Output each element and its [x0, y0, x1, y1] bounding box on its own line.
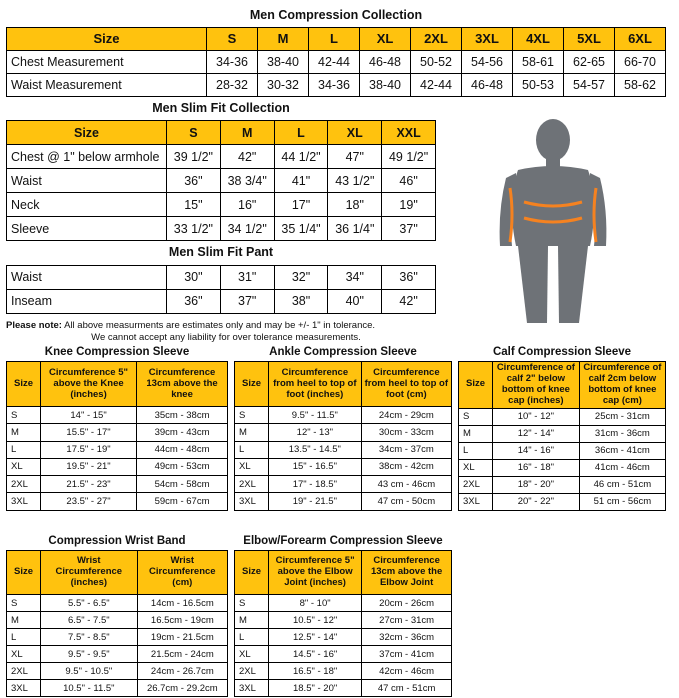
cell: 9.5" - 10.5" — [41, 663, 138, 680]
cell: 16" — [220, 193, 274, 217]
row-label-2xl: 2XL — [7, 663, 41, 680]
cell: 13.5" - 14.5" — [269, 441, 362, 458]
cell: 30" — [167, 265, 221, 289]
table-row — [235, 646, 452, 663]
cell: 19.5" - 21" — [41, 458, 137, 475]
cell: 14" - 15" — [41, 407, 137, 424]
table-row — [459, 425, 666, 442]
row-label-sleeve: Sleeve — [7, 217, 167, 241]
figure-head — [536, 119, 570, 161]
row-label-xl: XL — [7, 646, 41, 663]
col-header-4xl: 4XL — [513, 27, 564, 50]
row-label-m: M — [235, 612, 269, 629]
table-title-row — [7, 4, 666, 27]
cell: 30-32 — [258, 73, 309, 96]
cell: 10.5" - 11.5" — [41, 680, 138, 697]
table-header-row — [235, 362, 452, 407]
figure-right-leg — [558, 246, 588, 323]
cell: 46-48 — [462, 73, 513, 96]
table-row — [235, 680, 452, 697]
cell: 46-48 — [360, 50, 411, 73]
row-label-l: L — [235, 629, 269, 646]
col-header-inches: Circumference of calf 2" below bottom of knee cap (inches) — [493, 362, 580, 409]
row-label-3xl: 3XL — [7, 680, 41, 697]
cell: 43 1/2" — [328, 169, 382, 193]
table-row — [7, 424, 228, 441]
male-body-figure — [448, 118, 658, 328]
row-label-xl: XL — [235, 646, 269, 663]
row-label-l: L — [235, 441, 269, 458]
row-label-l: L — [7, 441, 41, 458]
cell: 20" - 22" — [493, 493, 580, 510]
col-header-size: Size — [235, 362, 269, 407]
row-label-waist: Waist — [7, 169, 167, 193]
cell: 14cm - 16.5cm — [137, 595, 227, 612]
row-label-xl: XL — [7, 458, 41, 475]
table-row — [235, 629, 452, 646]
cell: 44cm - 48cm — [137, 441, 228, 458]
cell: 35 1/4" — [274, 217, 328, 241]
row-label-2xl: 2XL — [7, 476, 41, 493]
men-slim-fit-pant-title: Men Slim Fit Pant — [168, 245, 274, 260]
table-header-row — [459, 362, 666, 409]
row-label-s: S — [7, 595, 41, 612]
table-row — [235, 493, 452, 510]
cell: 47 cm - 51cm — [362, 680, 452, 697]
elbow-forearm-compression-sleeve-title: Elbow/Forearm Compression Sleeve — [243, 535, 443, 547]
men-compression-collection-table — [6, 4, 666, 97]
col-header-size: Size — [7, 27, 207, 50]
ankle-compression-sleeve-table — [234, 344, 452, 511]
table-row — [459, 493, 666, 510]
row-label-l: L — [7, 629, 41, 646]
cell: 34 1/2" — [220, 217, 274, 241]
col-header-inches: Wrist Circumference (inches) — [41, 551, 138, 595]
cell: 46" — [382, 169, 436, 193]
table-title-row — [7, 533, 228, 551]
row-label-neck: Neck — [7, 193, 167, 217]
cell: 16.5" - 18" — [269, 663, 362, 680]
cell: 50-52 — [411, 50, 462, 73]
elbow-forearm-compression-sleeve-table — [234, 533, 452, 697]
cell: 6.5" - 7.5" — [41, 612, 138, 629]
cell: 58-61 — [513, 50, 564, 73]
row-label-chest-measurement: Chest Measurement — [7, 50, 207, 73]
cell: 25cm - 31cm — [579, 408, 665, 425]
cell: 36" — [167, 289, 221, 313]
table-title-row — [7, 97, 436, 121]
col-header-3xl: 3XL — [462, 27, 513, 50]
row-label-s: S — [459, 408, 493, 425]
col-header-inches: Circumference 5" above the Elbow Joint (inches) — [269, 551, 362, 595]
cell: 24cm - 29cm — [361, 407, 451, 424]
col-header-cm: Circumference 13cm above the Elbow Joint — [362, 551, 452, 595]
table-title-row — [459, 344, 666, 362]
compression-wrist-band-title: Compression Wrist Band — [48, 535, 186, 547]
row-label-s: S — [235, 407, 269, 424]
table-row — [7, 217, 436, 241]
cell: 8" - 10" — [269, 595, 362, 612]
cell: 19cm - 21.5cm — [137, 629, 227, 646]
men-slim-fit-collection-title: Men Slim Fit Collection — [152, 100, 290, 115]
table-row — [235, 424, 452, 441]
cell: 37" — [382, 217, 436, 241]
cell: 37" — [220, 289, 274, 313]
cell: 34-36 — [309, 73, 360, 96]
cell: 18" - 20" — [493, 476, 580, 493]
cell: 32cm - 36cm — [362, 629, 452, 646]
cell: 49 1/2" — [382, 145, 436, 169]
row-label-waist-measurement: Waist Measurement — [7, 73, 207, 96]
cell: 18" — [328, 193, 382, 217]
cell: 32" — [274, 265, 328, 289]
cell: 34" — [328, 265, 382, 289]
cell: 26.7cm - 29.2cm — [137, 680, 227, 697]
col-header-size: Size — [7, 121, 167, 145]
table-row — [7, 476, 228, 493]
col-header-s: S — [207, 27, 258, 50]
cell: 54-57 — [564, 73, 615, 96]
table-row — [7, 595, 228, 612]
row-label-s: S — [235, 595, 269, 612]
row-label-2xl: 2XL — [459, 476, 493, 493]
col-header-cm: Circumference from heel to top of foot (cm) — [361, 362, 451, 407]
sleeve-tables-row — [6, 344, 673, 511]
table-row — [7, 169, 436, 193]
cell: 38-40 — [360, 73, 411, 96]
cell: 47 cm - 50cm — [361, 493, 451, 510]
cell: 41cm - 46cm — [579, 459, 665, 476]
cell: 10" - 12" — [493, 408, 580, 425]
row-label-waist: Waist — [7, 265, 167, 289]
col-header-size: Size — [459, 362, 493, 409]
col-header-6xl: 6XL — [615, 27, 666, 50]
cell: 21.5cm - 24cm — [137, 646, 227, 663]
table-row — [7, 407, 228, 424]
table-row — [7, 663, 228, 680]
table-title-row — [7, 241, 436, 265]
cell: 49cm - 53cm — [137, 458, 228, 475]
cell: 34-36 — [207, 50, 258, 73]
col-header-xl: XL — [328, 121, 382, 145]
cell: 54cm - 58cm — [137, 476, 228, 493]
cell: 36 1/4" — [328, 217, 382, 241]
row-label-3xl: 3XL — [235, 680, 269, 697]
table-title-row — [7, 344, 228, 362]
knee-compression-sleeve-table — [6, 344, 228, 511]
knee-compression-sleeve-title: Knee Compression Sleeve — [44, 346, 190, 359]
col-header-inches: Circumference from heel to top of foot (inches) — [269, 362, 362, 407]
table-header-row — [7, 121, 436, 145]
cell: 42-44 — [411, 73, 462, 96]
cell: 9.5" - 9.5" — [41, 646, 138, 663]
tolerance-note — [6, 320, 446, 346]
cell: 44 1/2" — [274, 145, 328, 169]
table-row — [235, 407, 452, 424]
col-header-m: M — [258, 27, 309, 50]
table-title-row — [235, 533, 452, 551]
cell: 38-40 — [258, 50, 309, 73]
cell: 31" — [220, 265, 274, 289]
table-row — [7, 441, 228, 458]
cell: 41" — [274, 169, 328, 193]
cell: 12.5" - 14" — [269, 629, 362, 646]
cell: 38" — [274, 289, 328, 313]
table-row — [459, 442, 666, 459]
ankle-compression-sleeve-title: Ankle Compression Sleeve — [269, 346, 417, 359]
table-row — [7, 193, 436, 217]
cell: 51 cm - 56cm — [579, 493, 665, 510]
table-row — [459, 459, 666, 476]
row-label-3xl: 3XL — [235, 493, 269, 510]
cell: 62-65 — [564, 50, 615, 73]
col-header-size: Size — [235, 551, 269, 595]
cell: 17" — [274, 193, 328, 217]
cell: 15.5" - 17" — [41, 424, 137, 441]
men-slim-fit-pant-table — [6, 241, 436, 314]
cell: 39 1/2" — [167, 145, 221, 169]
row-label-m: M — [7, 612, 41, 629]
male-body-figure-svg — [448, 118, 658, 328]
col-header-m: M — [220, 121, 274, 145]
cell: 35cm - 38cm — [137, 407, 228, 424]
cell: 9.5" - 11.5" — [269, 407, 362, 424]
compression-wrist-band-table — [6, 533, 228, 697]
cell: 12" - 13" — [269, 424, 362, 441]
calf-compression-sleeve-title: Calf Compression Sleeve — [492, 346, 632, 358]
cell: 37cm - 41cm — [362, 646, 452, 663]
cell: 34cm - 37cm — [361, 441, 451, 458]
cell: 30cm - 33cm — [361, 424, 451, 441]
men-slim-fit-collection-table — [6, 97, 436, 242]
table-row — [235, 476, 452, 493]
cell: 38 3/4" — [220, 169, 274, 193]
note-lead: Please note: — [6, 319, 62, 331]
cell: 16.5cm - 19cm — [137, 612, 227, 629]
row-label-chest: Chest @ 1" below armhole — [7, 145, 167, 169]
cell: 10.5" - 12" — [269, 612, 362, 629]
row-label-2xl: 2XL — [235, 663, 269, 680]
col-header-xxl: XXL — [382, 121, 436, 145]
row-label-xl: XL — [459, 459, 493, 476]
table-row — [459, 476, 666, 493]
table-row — [7, 289, 436, 313]
table-row — [235, 595, 452, 612]
cell: 58-62 — [615, 73, 666, 96]
table-title-row — [235, 344, 452, 362]
table-row — [7, 50, 666, 73]
col-header-inches: Circumference 5" above the Knee (inches) — [41, 362, 137, 407]
cell: 18.5" - 20" — [269, 680, 362, 697]
cell: 54-56 — [462, 50, 513, 73]
cell: 20cm - 26cm — [362, 595, 452, 612]
cell: 16" - 18" — [493, 459, 580, 476]
row-label-2xl: 2XL — [235, 476, 269, 493]
table-row — [235, 663, 452, 680]
cell: 36" — [382, 265, 436, 289]
col-header-2xl: 2XL — [411, 27, 462, 50]
table-row — [7, 612, 228, 629]
figure-left-leg — [518, 246, 548, 323]
table-row — [235, 441, 452, 458]
cell: 46 cm - 51cm — [579, 476, 665, 493]
cell: 39cm - 43cm — [137, 424, 228, 441]
note-line-1: All above measurments are estimates only and may be +/- 1" in tolerance. — [64, 319, 376, 331]
cell: 40" — [328, 289, 382, 313]
cell: 27cm - 31cm — [362, 612, 452, 629]
cell: 12" - 14" — [493, 425, 580, 442]
cell: 17.5" - 19" — [41, 441, 137, 458]
cell: 15" - 16.5" — [269, 458, 362, 475]
row-label-3xl: 3XL — [7, 493, 41, 510]
row-label-3xl: 3XL — [459, 493, 493, 510]
cell: 50-53 — [513, 73, 564, 96]
row-label-m: M — [235, 424, 269, 441]
row-label-m: M — [459, 425, 493, 442]
cell: 31cm - 36cm — [579, 425, 665, 442]
table-header-row — [235, 551, 452, 595]
col-header-xl: XL — [360, 27, 411, 50]
cell: 24cm - 26.7cm — [137, 663, 227, 680]
table-row — [7, 629, 228, 646]
cell: 17" - 18.5" — [269, 476, 362, 493]
cell: 42cm - 46cm — [362, 663, 452, 680]
table-row — [7, 680, 228, 697]
cell: 14" - 16" — [493, 442, 580, 459]
table-header-row — [7, 551, 228, 595]
col-header-size: Size — [7, 362, 41, 407]
calf-compression-sleeve-table — [458, 344, 666, 511]
col-header-cm: Circumference of calf 2cm below bottom of knee cap (cm) — [579, 362, 665, 409]
row-label-inseam: Inseam — [7, 289, 167, 313]
cell: 36cm - 41cm — [579, 442, 665, 459]
col-header-s: S — [167, 121, 221, 145]
cell: 42" — [220, 145, 274, 169]
table-row — [7, 493, 228, 510]
cell: 59cm - 67cm — [137, 493, 228, 510]
cell: 19" - 21.5" — [269, 493, 362, 510]
cell: 33 1/2" — [167, 217, 221, 241]
table-row — [7, 646, 228, 663]
cell: 43 cm - 46cm — [361, 476, 451, 493]
note-line-2: We cannot accept any liability for over tolerance measurements. — [91, 332, 361, 344]
col-header-size: Size — [7, 551, 41, 595]
table-row — [7, 458, 228, 475]
cell: 23.5" - 27" — [41, 493, 137, 510]
table-row — [7, 145, 436, 169]
row-label-m: M — [7, 424, 41, 441]
cell: 36" — [167, 169, 221, 193]
col-header-cm: Circumference 13cm above the knee — [137, 362, 228, 407]
table-row — [7, 265, 436, 289]
cell: 7.5" - 8.5" — [41, 629, 138, 646]
row-label-l: L — [459, 442, 493, 459]
table-row — [235, 458, 452, 475]
col-header-5xl: 5XL — [564, 27, 615, 50]
cell: 19" — [382, 193, 436, 217]
col-header-cm: Wrist Circumference (cm) — [137, 551, 227, 595]
cell: 42" — [382, 289, 436, 313]
cell: 14.5" - 16" — [269, 646, 362, 663]
band-tables-row — [6, 533, 673, 697]
cell: 5.5" - 6.5" — [41, 595, 138, 612]
cell: 66-70 — [615, 50, 666, 73]
table-header-row — [7, 362, 228, 407]
table-row — [7, 73, 666, 96]
table-row — [459, 408, 666, 425]
men-compression-collection-title: Men Compression Collection — [249, 7, 423, 22]
table-row — [235, 612, 452, 629]
cell: 15" — [167, 193, 221, 217]
col-header-l: L — [274, 121, 328, 145]
cell: 38cm - 42cm — [361, 458, 451, 475]
row-label-xl: XL — [235, 458, 269, 475]
col-header-l: L — [309, 27, 360, 50]
cell: 21.5" - 23" — [41, 476, 137, 493]
cell: 47" — [328, 145, 382, 169]
cell: 42-44 — [309, 50, 360, 73]
row-label-s: S — [7, 407, 41, 424]
table-header-row — [7, 27, 666, 50]
cell: 28-32 — [207, 73, 258, 96]
